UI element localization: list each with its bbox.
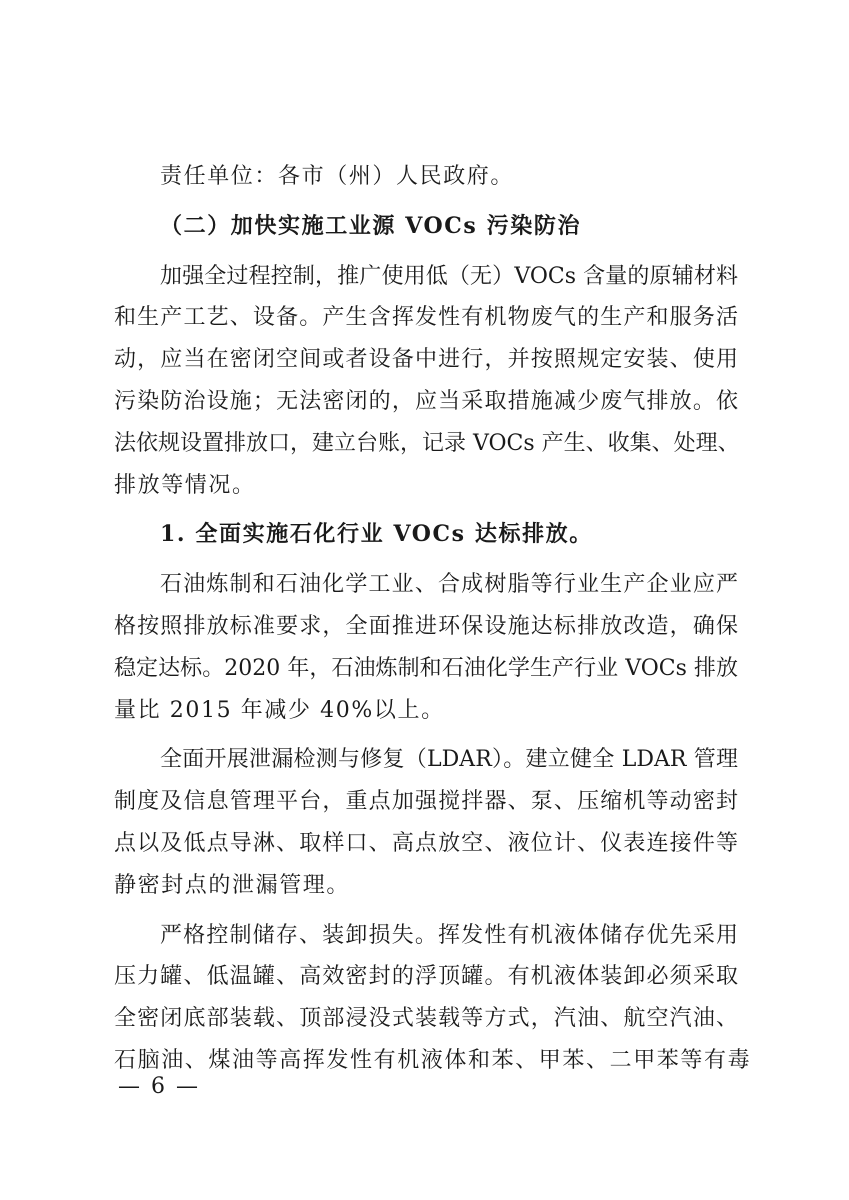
paragraph-subsection-heading [114, 514, 738, 556]
text-line: 排放等情况。 [114, 472, 256, 498]
text-line: 全面开展泄漏检测与修复（LDAR）。建立健全 LDAR 管理 [160, 747, 738, 773]
text-line: 格按照排放标准要求，全面推进环保设施达标排放改造，确保 [114, 613, 738, 639]
text-line: 点以及低点导淋、取样口、高点放空、液位计、仪表连接件等 [114, 830, 738, 856]
paragraph-spacer [114, 198, 738, 206]
text-line: 全密闭底部装载、顶部浸没式装载等方式，汽油、航空汽油、 [114, 1006, 738, 1032]
text-line: （二）加快实施工业源 VOCs 污染防治 [160, 212, 582, 239]
text-line: 责任单位：各市（州）人民政府。 [160, 164, 515, 189]
text-line: 严格控制储存、装卸损失。挥发性有机液体储存优先采用 [160, 922, 738, 948]
paragraph-section-heading [114, 206, 738, 248]
text-line: 加强全过程控制，推广使用低（无）VOCs 含量的原辅材料 [160, 263, 738, 289]
text-line: 法依规设置排放口，建立台账，记录 VOCs 产生、收集、处理、 [114, 430, 740, 456]
text-line: 量比 2015 年减少 40%以上。 [114, 697, 445, 723]
paragraph-spacer [114, 731, 738, 739]
text-line: 动，应当在密闭空间或者设备中进行，并按照规定安装、使用 [114, 347, 738, 373]
paragraph-spacer [114, 506, 738, 514]
paragraph-para-process-control [114, 256, 738, 507]
paragraph-para-ldar [114, 739, 738, 906]
text-line: 1. 全面实施石化行业 VOCs 达标排放。 [160, 521, 593, 548]
paragraph-para-storage [114, 915, 752, 1082]
text-line: 和生产工艺、设备。产生含挥发性有机物废气的生产和服务活 [114, 305, 738, 331]
text-line: 静密封点的泄漏管理。 [114, 872, 351, 898]
text-line: 压力罐、低温罐、高效密封的浮顶罐。有机液体装卸必须采取 [114, 964, 738, 990]
text-line: 石油炼制和石油化学工业、合成树脂等行业生产企业应严 [160, 572, 738, 598]
paragraph-spacer [114, 556, 738, 564]
paragraph-responsible-unit [114, 156, 738, 198]
text-line: 制度及信息管理平台，重点加强搅拌器、泵、压缩机等动密封 [114, 789, 738, 815]
page-number: — 6 — [118, 1074, 200, 1099]
paragraph-spacer [114, 248, 738, 256]
text-line: 稳定达标。2020 年，石油炼制和石油化学生产行业 VOCs 排放 [114, 655, 738, 681]
text-line: 污染防治设施；无法密闭的，应当采取措施减少废气排放。依 [114, 388, 738, 414]
document-body [114, 156, 752, 1082]
text-line: 石脑油、煤油等高挥发性有机液体和苯、甲苯、二甲苯等有毒 [114, 1047, 752, 1073]
paragraph-para-petrochemical [114, 564, 738, 731]
paragraph-spacer [114, 907, 738, 915]
